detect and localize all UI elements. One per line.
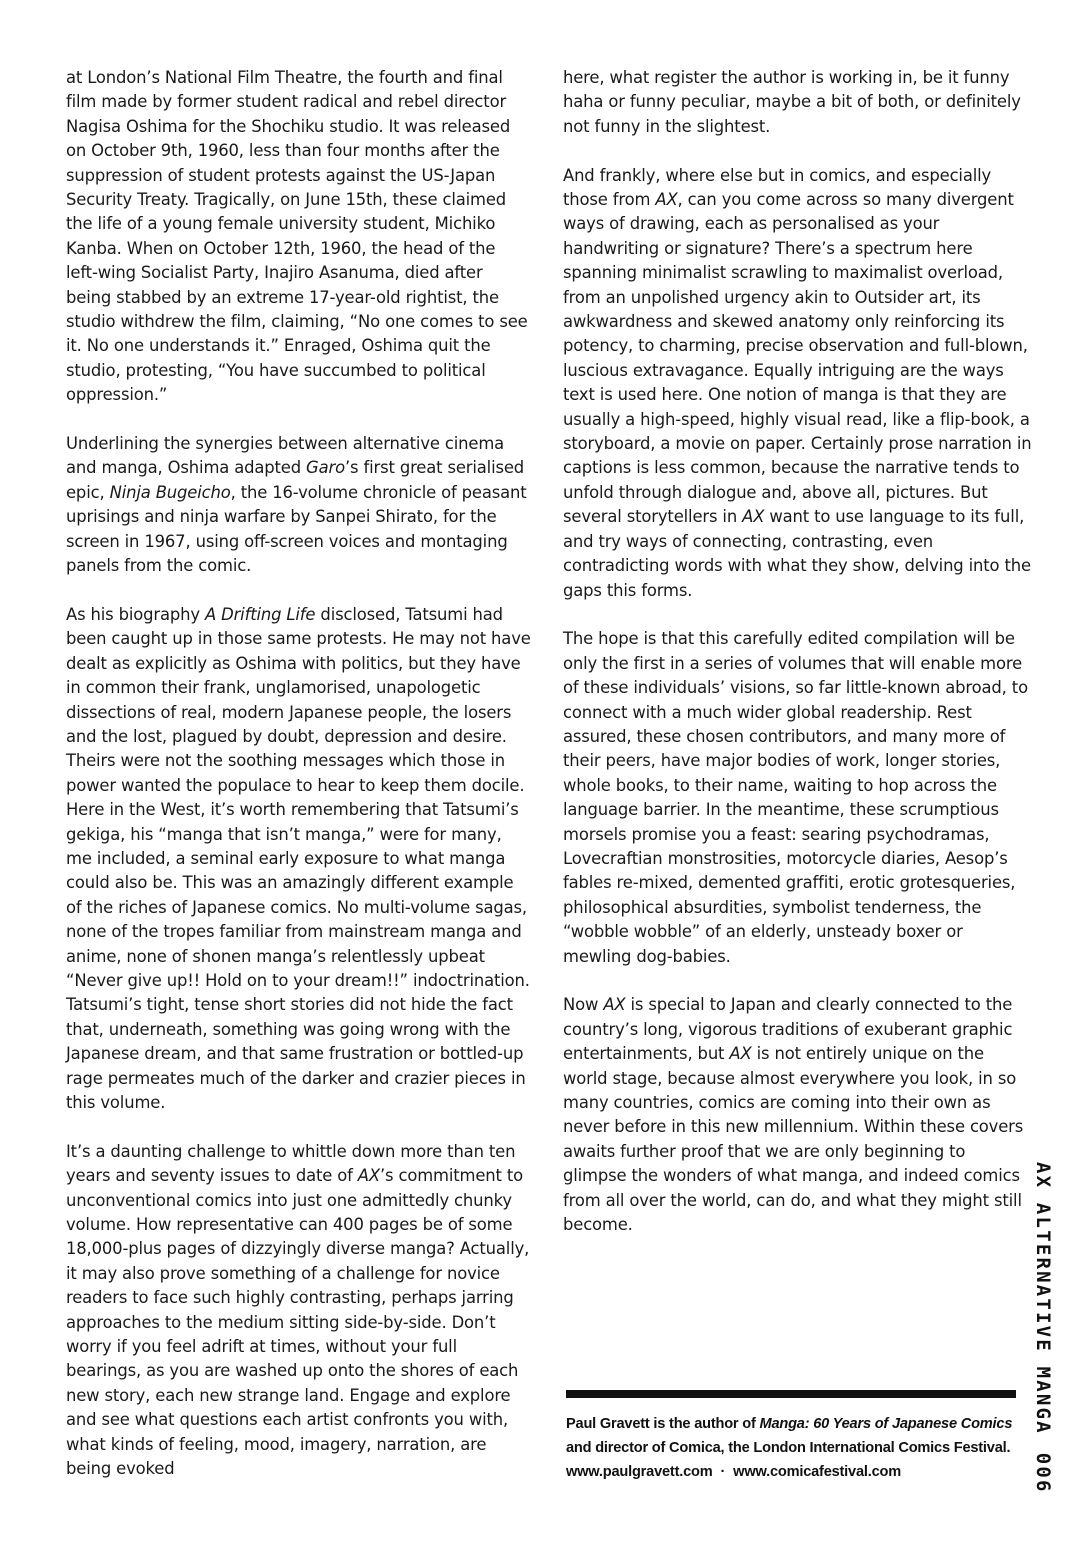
right-column xyxy=(563,66,1033,1237)
text-run: here, what register the author is working in, be it funny haha or funny peculiar, maybe a bit of both, or definitely not funny in the slightest. xyxy=(563,68,1021,136)
paragraph xyxy=(66,1140,531,1482)
text-run: , the 16-volume chronicle of peasant uprisings and ninja warfare by Sanpei Shirato, for the screen in 1967, using off-screen voices and montaging panels from the comic. xyxy=(66,482,527,576)
text-run: Now xyxy=(563,995,604,1015)
italic-title: AX xyxy=(742,507,765,527)
text-run: The hope is that this carefully edited compilation will be only the first in a series of volumes that will enable more of these individuals’ visions, so far little-known abroad, to connect with a much wider global readership. Rest assured, these chosen contributors, and many more of their peers, have major bodies of work, longer stories, whole books, to their name, waiting to hop across the language barrier. In the meantime, these scrumptious morsels promise you a feast: searing psychodramas, Lovecraftian monstrosities, motorcycle diaries, Aesop’s fables re-mixed, demented graffiti, erotic grotesqueries, philosophical absurdities, symbolist tenderness, the “wobble wobble” of an elderly, unsteady boxer or mewling dog-babies. xyxy=(563,629,1028,966)
author-website-link[interactable]: www.paulgravett.com xyxy=(566,1464,713,1480)
paragraph xyxy=(563,993,1033,1237)
text-run: ’s first great serialised epic, xyxy=(66,458,525,502)
author-bio xyxy=(566,1412,1036,1484)
text-run: is not entirely unique on the world stage, because almost everywhere you look, in so many countries, comics are coming into their own as never before in this new millennium. Within these covers awaits further proof that we are only beginning to glimpse the wonders of what manga, and indeed comics from all over the world, can do, and what they might still become. xyxy=(563,1044,1024,1235)
italic-title: Ninja Bugeicho xyxy=(109,482,231,502)
italic-title: A Drifting Life xyxy=(204,604,316,624)
italic-title: Garo xyxy=(306,458,345,478)
running-footer xyxy=(1032,1162,1054,1494)
text-run: It’s a daunting challenge to whittle down more than ten years and seventy issues to date of xyxy=(66,1141,516,1186)
book-running-title: AX ALTERNATIVE MANGA xyxy=(1032,1162,1054,1435)
festival-website-link[interactable]: www.comicafestival.com xyxy=(733,1464,901,1480)
page-number: 006 xyxy=(1032,1452,1054,1494)
bio-divider-rule xyxy=(566,1390,1016,1398)
text-run: at London’s National Film Theatre, the fourth and final film made by former student radical and rebel director Nagisa Oshima for the Shochiku studio. It was released on October 9th, 1960, less than four months after the suppression of student protests against the US-Japan Security Treaty. Tragically, on June 15th, these claimed the life of a young female university student, Michiko Kanba. When on October 12th, 1960, the head of the left-wing Socialist Party, Inajiro Asanuma, died after being stabbed by an extreme 17-year-old rightist, the studio withdrew the film, claiming, “No one comes to see it. No one understands it.” Enraged, Oshima quit the studio, protesting, “You have succumbed to political oppression.” xyxy=(66,68,528,405)
text-run: Underlining the synergies between alternative cinema and manga, Oshima adapted xyxy=(66,434,505,478)
italic-title: AX xyxy=(729,1044,752,1064)
text-run: is special to Japan and clearly connected to the country’s long, vigorous traditions of exuberant graphic entertainments, but xyxy=(563,995,1013,1064)
italic-title: AX xyxy=(357,1166,380,1186)
italic-title: AX xyxy=(603,995,626,1015)
paragraph xyxy=(563,66,1033,139)
left-column xyxy=(66,66,531,1482)
paragraph xyxy=(563,164,1033,603)
link-separator: · xyxy=(720,1464,726,1480)
paragraph xyxy=(563,627,1033,969)
bio-links xyxy=(566,1460,1036,1484)
text-run: And frankly, where else but in comics, and especially those from xyxy=(563,165,992,210)
paragraph xyxy=(66,603,531,1116)
text-run: As his biography xyxy=(66,604,205,624)
text-run: ’s commitment to unconventional comics into just one admittedly chunky volume. How representative can 400 pages be of some 18,000-plus pages of dizzyingly diverse manga? Actually, it may also prove something of a challenge for novice readers to face such highly contrasting, perhaps jarring approaches to the medium sitting side-by-side. Don’t worry if you feel adrift at times, without your full bearings, as you are washed up onto the shores of each new story, each new strange land. Engage and explore and see what questions each artist confronts you with, what kinds of feeling, mood, imagery, narration, are being evoked xyxy=(66,1166,530,1479)
paragraph xyxy=(66,66,531,408)
text-run: disclosed, Tatsumi had been caught up in those same protests. He may not have dealt as explicitly as Oshima with politics, but they have in common their frank, unglamorised, unapologetic dissections of real, modern Japanese people, the losers and the lost, plagued by doubt, depression and desire. Theirs were not the soothing messages which those in power wanted the populace to hear to keep them docile. Here in the West, it’s worth remembering that Tatsumi’s gekiga, his “manga that isn’t manga,” were for many, me included, a seminal early exposure to what manga could also be. This was an amazingly different example of the riches of Japanese comics. No multi-volume sagas, none of the tropes familiar from mainstream manga and anime, none of shonen manga’s relentlessly upbeat “Never give up!! Hold on to your dream!!” indoctrination. Tatsumi’s tight, tense short stories did not hide the fact that, underneath, something was going wrong with the Japanese dream, and that same frustration or bottled-up rage permeates much of the darker and crazier pieces in this volume. xyxy=(66,604,531,1113)
paragraph xyxy=(66,432,531,578)
book-title: Manga: 60 Years of Japanese Comics xyxy=(759,1416,1013,1432)
italic-title: AX xyxy=(655,190,678,210)
bio-line-2: and director of Comica, the London International Comics Festival. xyxy=(566,1440,1011,1456)
text-run: want to use language to its full, and try ways of connecting, contrasting, even contradicting words with what they show, delving into the gaps this forms. xyxy=(563,507,1031,600)
text-run: , can you come across so many divergent ways of drawing, each as personalised as your handwriting or signature? There’s a spectrum here spanning minimalist scrawling to maximalist overload, from an unpolished urgency akin to Outsider art, its awkwardness and skewed anatomy only reinforcing its potency, to charming, precise observation and full-blown, luscious extravagance. Equally intriguing are the ways text is used here. One notion of manga is that they are usually a high-speed, highly visual read, like a flip-book, a storyboard, a movie on paper. Certainly prose narration in captions is less common, because the narrative tends to unfold through dialogue and, above all, pictures. But several storytellers in xyxy=(563,190,1032,527)
bio-line-1: Paul Gravett is the author of Manga: 60 Years of Japanese Comics xyxy=(566,1416,1013,1432)
